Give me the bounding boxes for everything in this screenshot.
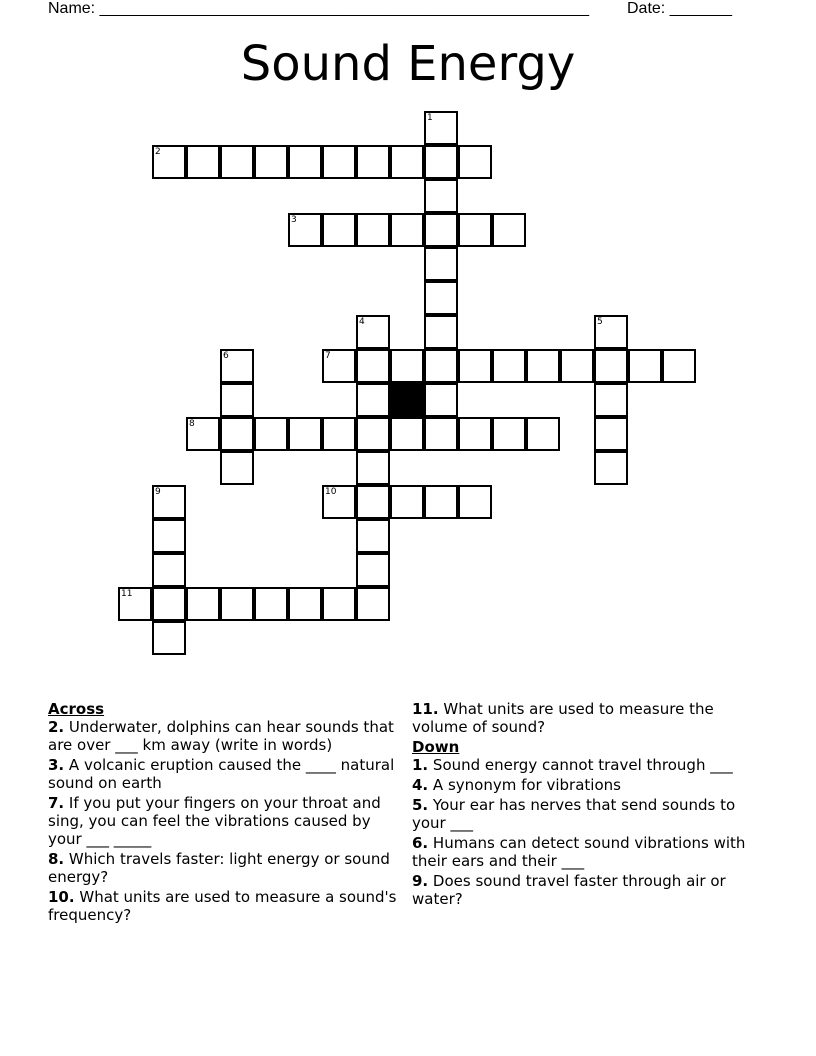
grid-square[interactable] xyxy=(152,621,186,655)
grid-square[interactable] xyxy=(254,417,288,451)
grid-square[interactable] xyxy=(152,587,186,621)
grid-square[interactable] xyxy=(152,553,186,587)
grid-square[interactable] xyxy=(220,383,254,417)
grid-square[interactable] xyxy=(322,485,356,519)
grid-square[interactable] xyxy=(594,383,628,417)
grid-square[interactable] xyxy=(458,349,492,383)
grid-square[interactable] xyxy=(288,417,322,451)
grid-square[interactable] xyxy=(186,587,220,621)
grid-square[interactable] xyxy=(288,145,322,179)
grid-square[interactable] xyxy=(492,349,526,383)
grid-square[interactable] xyxy=(322,587,356,621)
grid-square[interactable] xyxy=(424,485,458,519)
date-field[interactable]: Date: _______ xyxy=(627,0,732,17)
clue-down-4: 4. A synonym for vibrations xyxy=(412,776,621,794)
grid-square[interactable] xyxy=(152,485,186,519)
grid-square[interactable] xyxy=(356,519,390,553)
grid-square[interactable] xyxy=(424,111,458,145)
grid-square[interactable] xyxy=(458,213,492,247)
clue-across-3: 3. A volcanic eruption caused the ____ natural sound on earth xyxy=(48,756,395,792)
grid-square[interactable] xyxy=(390,349,424,383)
clue-down-6: 6. Humans can detect sound vibrations with their ears and their ___ xyxy=(412,834,746,870)
grid-square[interactable] xyxy=(458,417,492,451)
clue-number: 7 xyxy=(325,351,331,361)
grid-square[interactable] xyxy=(288,213,322,247)
across-heading: Across xyxy=(48,700,105,718)
grid-square[interactable] xyxy=(186,417,220,451)
grid-square[interactable] xyxy=(424,417,458,451)
grid-square[interactable] xyxy=(220,417,254,451)
grid-square[interactable] xyxy=(390,213,424,247)
grid-square[interactable] xyxy=(356,349,390,383)
grid-square[interactable] xyxy=(220,349,254,383)
clue-number: 5 xyxy=(597,317,603,327)
clue-number: 4 xyxy=(359,317,365,327)
grid-square[interactable] xyxy=(594,417,628,451)
grid-square[interactable] xyxy=(152,519,186,553)
grid-square[interactable] xyxy=(424,247,458,281)
grid-square[interactable] xyxy=(254,587,288,621)
grid-square[interactable] xyxy=(560,349,594,383)
grid-square[interactable] xyxy=(424,383,458,417)
name-field[interactable]: Name: _______________________________________________________ xyxy=(48,0,589,17)
clue-number: 2 xyxy=(155,147,161,157)
grid-square[interactable] xyxy=(594,349,628,383)
clue-number: 10 xyxy=(325,487,337,497)
grid-square[interactable] xyxy=(424,179,458,213)
grid-square[interactable] xyxy=(628,349,662,383)
grid-square[interactable] xyxy=(458,485,492,519)
grid-square[interactable] xyxy=(220,451,254,485)
clue-number: 8 xyxy=(189,419,195,429)
clue-number: 6 xyxy=(223,351,229,361)
grid-square[interactable] xyxy=(492,213,526,247)
grid-square[interactable] xyxy=(492,417,526,451)
grid-square[interactable] xyxy=(594,315,628,349)
grid-square[interactable] xyxy=(424,315,458,349)
grid-square[interactable] xyxy=(390,145,424,179)
grid-square[interactable] xyxy=(390,485,424,519)
grid-square[interactable] xyxy=(356,451,390,485)
grid-square[interactable] xyxy=(356,213,390,247)
clue-number: 1 xyxy=(427,113,433,123)
grid-square[interactable] xyxy=(424,281,458,315)
grid-square[interactable] xyxy=(220,145,254,179)
grid-square[interactable] xyxy=(356,315,390,349)
clue-across-10: 10. What units are used to measure a sound's frequency? xyxy=(48,888,397,924)
clues-column-right xyxy=(412,700,752,910)
grid-square[interactable] xyxy=(322,213,356,247)
grid-square[interactable] xyxy=(356,417,390,451)
grid-square[interactable] xyxy=(594,451,628,485)
clue-across-11: 11. What units are used to measure the volume of sound? xyxy=(412,700,714,736)
grid-square[interactable] xyxy=(356,485,390,519)
grid-square[interactable] xyxy=(356,553,390,587)
shaded-square xyxy=(390,383,424,417)
page-title: Sound Energy xyxy=(240,36,576,92)
clue-down-9: 9. Does sound travel faster through air or water? xyxy=(412,872,726,908)
grid-square[interactable] xyxy=(390,417,424,451)
clue-across-8: 8. Which travels faster: light energy or sound energy? xyxy=(48,850,390,886)
grid-square[interactable] xyxy=(356,587,390,621)
grid-square[interactable] xyxy=(118,587,152,621)
clue-number: 11 xyxy=(121,589,133,599)
grid-square[interactable] xyxy=(356,383,390,417)
grid-square[interactable] xyxy=(288,587,322,621)
grid-square[interactable] xyxy=(186,145,220,179)
grid-square[interactable] xyxy=(424,145,458,179)
clue-down-1: 1. Sound energy cannot travel through ___ xyxy=(412,756,733,774)
clues-column-left xyxy=(48,700,408,926)
grid-square[interactable] xyxy=(322,417,356,451)
grid-square[interactable] xyxy=(220,587,254,621)
grid-square[interactable] xyxy=(526,349,560,383)
clue-number: 9 xyxy=(155,487,161,497)
grid-square[interactable] xyxy=(322,145,356,179)
grid-square[interactable] xyxy=(424,213,458,247)
grid-square[interactable] xyxy=(662,349,696,383)
grid-square[interactable] xyxy=(424,349,458,383)
grid-square[interactable] xyxy=(322,349,356,383)
clue-number: 3 xyxy=(291,215,297,225)
clue-down-5: 5. Your ear has nerves that send sounds to your ___ xyxy=(412,796,736,832)
clue-across-2: 2. Underwater, dolphins can hear sounds that are over ___ km away (write in words) xyxy=(48,718,394,754)
grid-square[interactable] xyxy=(152,145,186,179)
down-heading: Down xyxy=(412,738,460,756)
grid-square[interactable] xyxy=(254,145,288,179)
grid-square[interactable] xyxy=(458,145,492,179)
grid-square[interactable] xyxy=(526,417,560,451)
clue-across-7: 7. If you put your fingers on your throat and sing, you can feel the vibrations caused by your ___ _____ xyxy=(48,794,381,848)
grid-square[interactable] xyxy=(356,145,390,179)
